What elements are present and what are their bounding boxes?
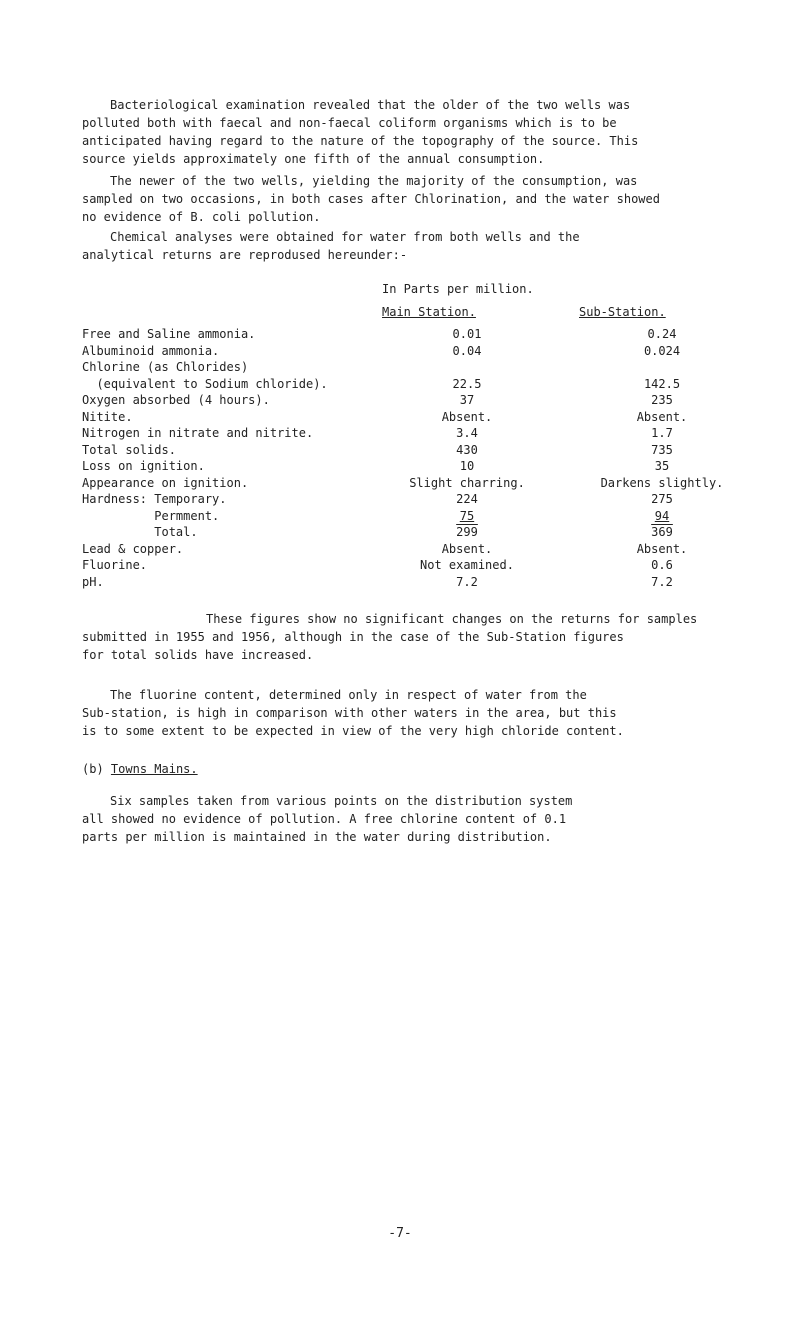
sub-station-value: 94 [654, 508, 670, 523]
main-station-value: 7.2 [456, 574, 478, 589]
row-label: Permment. [82, 508, 220, 523]
sub-station-value: 0.6 [651, 558, 673, 572]
table-row [82, 442, 772, 459]
sub-station-value: 275 [651, 492, 673, 506]
sub-station-value: Darkens slightly. [600, 475, 724, 490]
table-row [82, 425, 772, 442]
sub-station-value: 7.2 [651, 574, 673, 589]
paragraph-newer-well: The newer of the two wells, yielding the majority of the consumption, was sampled on two occasions, in both cases after Chlorination, and the water showed no evidence of B. coli pollution. [82, 174, 660, 224]
table-row [82, 326, 772, 343]
analysis-table-body [82, 326, 772, 590]
row-label: Fluorine. [82, 558, 148, 572]
row-label: Lead & copper. [82, 541, 184, 556]
sub-station-value: 35 [654, 459, 670, 473]
main-station-value: 0.04 [452, 343, 482, 358]
sub-station-value: 1.7 [651, 426, 673, 440]
main-station-value: 430 [456, 442, 478, 457]
sub-station-heading: Sub-Station. [579, 305, 666, 319]
table-row [82, 557, 772, 574]
table-row [82, 359, 772, 376]
main-station-value: 299 [456, 525, 478, 539]
sub-station-value: 0.24 [647, 327, 677, 341]
table-row [82, 409, 772, 426]
paragraph-fluorine: The fluorine content, determined only in respect of water from the Sub-station, is high in comparison with other waters in the area, but this is to some extent to be expected in view of the very high chloride content. [82, 688, 624, 738]
sub-station-value: 735 [651, 442, 673, 457]
row-label: Hardness: Temporary. [82, 492, 227, 506]
table-row [82, 392, 772, 409]
section-b-title: Towns Mains. [110, 762, 198, 776]
table-row [82, 376, 772, 393]
table-row [82, 343, 772, 360]
main-station-value: 0.01 [452, 327, 482, 341]
table-row [82, 524, 772, 541]
main-station-value: 37 [459, 393, 475, 407]
section-b-heading [82, 762, 198, 776]
section-b-marker: (b) [82, 762, 104, 776]
row-label: Appearance on ignition. [82, 475, 249, 490]
analysis-table [82, 326, 772, 590]
row-label: Oxygen absorbed (4 hours). [82, 393, 270, 407]
main-station-value: 22.5 [452, 376, 482, 391]
table-row [82, 574, 772, 591]
table-row [82, 458, 772, 475]
paragraph-no-significant-changes: These figures show no significant changes on the returns for samples submitted in 1955 and 1956, although in the case of the Sub-Station figures for total solids have increased. [82, 612, 698, 662]
table-row [82, 475, 772, 492]
main-station-value: 75 [459, 508, 475, 523]
sub-station-value: 0.024 [643, 343, 681, 358]
main-station-value: 10 [459, 459, 475, 473]
row-label: Albuminoid ammonia. [82, 343, 220, 358]
table-row [82, 491, 772, 508]
units-heading: In Parts per million. [382, 282, 534, 296]
row-label: Free and Saline ammonia. [82, 327, 256, 341]
row-label: Chlorine (as Chlorides) [82, 360, 249, 374]
main-station-heading: Main Station. [382, 305, 476, 319]
paragraph-chemical-analyses: Chemical analyses were obtained for water from both wells and the analytical returns are reprodused hereunder:- [82, 230, 580, 262]
sub-station-value: Absent. [636, 541, 688, 556]
row-label: Total solids. [82, 442, 176, 457]
main-station-value: 3.4 [456, 426, 478, 440]
row-label: Total. [82, 525, 198, 539]
main-station-value: 224 [456, 492, 478, 506]
table-row [82, 508, 772, 525]
sub-station-value: 142.5 [643, 376, 681, 391]
row-label: Loss on ignition. [82, 459, 205, 473]
sub-station-value: 235 [651, 393, 673, 407]
row-label: Nitite. [82, 409, 133, 424]
row-label: pH. [82, 574, 104, 589]
table-row [82, 541, 772, 558]
paragraph-bacteriological: Bacteriological examination revealed that the older of the two wells was polluted both with faecal and non-faecal coliform organisms which is to be anticipated having regard to the nature of the topography of the source. This source yields approximately one fifth of the annual consumption. [82, 98, 639, 166]
main-station-value [382, 359, 552, 376]
main-station-value: Not examined. [420, 558, 514, 572]
sub-station-value: 369 [651, 525, 673, 539]
main-station-value: Absent. [441, 541, 493, 556]
main-station-value: Slight charring. [409, 475, 525, 490]
paragraph-towns-mains: Six samples taken from various points on the distribution system all showed no evidence of pollution. A free chlorine content of 0.1 parts per million is maintained in the water during distribution. [82, 794, 573, 844]
row-label: (equivalent to Sodium chloride). [82, 376, 328, 391]
row-label: Nitrogen in nitrate and nitrite. [82, 426, 314, 440]
main-station-value: Absent. [441, 409, 493, 424]
sub-station-value [552, 359, 772, 376]
sub-station-value: Absent. [636, 409, 688, 424]
page-number: -7- [388, 1226, 412, 1241]
